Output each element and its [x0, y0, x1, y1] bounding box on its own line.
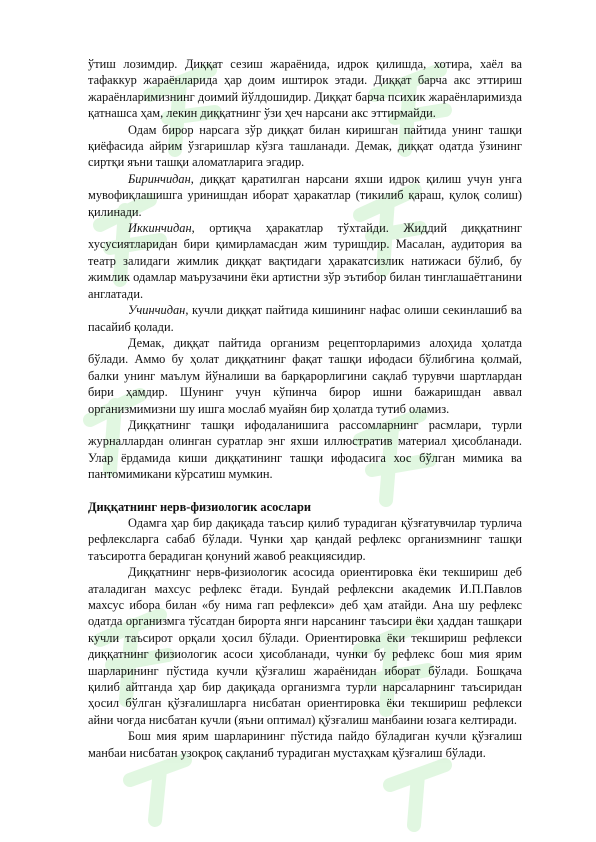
paragraph — [88, 171, 522, 220]
paragraph — [88, 417, 522, 483]
paragraph-text: Одам бирор нарсага зўр диққат билан киришган пайтида унинг ташқи қиёфасида айрим ўзгаришлар кўзга ташланади. Демак, диққат одатда ўзининг сиртқи яъни ташқи аломатларига эгадир. — [88, 122, 522, 170]
paragraph-lead: Учинчидан — [128, 303, 186, 318]
watermark-mark-10 — [390, 765, 445, 825]
document-body — [88, 56, 522, 761]
paragraph-lead: Биринчидан — [128, 171, 191, 186]
paragraph — [88, 335, 522, 417]
paragraph-text: , диққат қаратилган нарсани яхши идрок қилиш учун унга мувофиқлашишга уринишдан иборат ҳаракатлар (тикилиб қараш, қулоқ солиш) қилинади. — [88, 171, 522, 219]
watermark-mark-9 — [130, 760, 185, 820]
paragraph — [88, 56, 522, 122]
paragraph — [88, 728, 522, 761]
paragraph-text: Одамга ҳар бир дақиқада таъсир қилиб турадиган қўзғатувчилар турлича рефлексларга сабаб бўлади. Чунки ҳар қандай рефлекс организмнинг ташқи таъсиротга берадиган қонуний жавоб реакциясидир. — [88, 515, 522, 563]
paragraph-text: , кучли диққат пайтида кишининг нафас олиши секинлашиб ва пасайиб қолади. — [88, 303, 522, 334]
paragraph-text: , ортиқча ҳаракатлар тўхтайди. Жиддий диққатнинг хусусиятларидан бири қимирламасдан жим туришдир. Масалан, аудитория ва театр залидаги жимлик диққат вақтидаги ҳаракатсизлик натижаси бўлиб, бу жимлик одамлар маърузачини ёки артистни зўр эътибор билан тинглашаётганини англатади. — [88, 221, 522, 301]
section-heading: Диққатнинг нерв-физиологик асослари — [88, 499, 311, 514]
paragraph — [88, 515, 522, 564]
paragraph-text: Бош мия ярим шарларининг пўстида пайдо бўладиган кучли қўзғалиш манбаи нисбатан узоқроқ сақланиб турадиган мустаҳкам қўзғалиш бўлади. — [88, 729, 522, 760]
paragraph — [88, 220, 522, 302]
paragraph-text: Демак, диққат пайтида организм рецепторларимиз алоҳида ҳолатда бўлади. Аммо бу ҳолат диққатнинг фақат ташқи ифодаси бўлибгина қолмай, балки унинг маълум йўналиши ва барқарорлигини сақлаб турувчи шартлардан бири ҳамдир. Шунинг учун кўпинча бирор ишни бажаришдан аввал организмимизни шу ишга мослаб муайян бир ҳолатда тутиб оламиз. — [88, 335, 522, 416]
paragraph-lead: Иккинчидан — [128, 221, 192, 236]
paragraph-text: Диққатнинг нерв-физиологик асосида ориентировка ёки текшириш деб аталадиган махсус рефлекс ётади. Бундай рефлексни академик И.П.Павлов махсус ибора билан «бу нима гап рефлекси» деб ҳам атайди. Ана шу рефлекс одатда организмга тўсатдан бирорта янги нарсанинг таъсири ёки ҳаддан ташқари кучли таъсирот орқали ҳосил бўлади. Ориентировка ёки текшириш рефлекси диққатнинг физиологик асоси ҳисобланади, чунки бу рефлекс бош мия ярим шарларининг пўстида кучли қўзғалиш жараёнидан иборат бўлади. Бошқача қилиб айтганда ҳар бир дақиқада организмга турли нарсаларнинг таъсиридан ҳосил бўлган қўзғалишларга нисбатан ориентировка ёки текшириш рефлекси айни чоғда нисбатан кучли (яъни оптимал) қўзғалиш манбаини юзага келтиради. — [88, 565, 522, 727]
paragraph-text: Диққатнинг ташқи ифодаланишига рассомларнинг расмлари, турли журналлардан олинган суратлар энг яхши иллюстратив материал ҳисобланади. Улар ёрдамида киши диққатининг ташқи ифодасига хос бўлган мимика ва пантомимикани кўрсатиш мумкин. — [88, 417, 522, 482]
paragraph — [88, 122, 522, 171]
paragraph-text: ўтиш лозимдир. Диққат сезиш жараёнида, идрок қилишда, хотира, хаёл ва тафаккур жараёнларида ҳар доим иштирок этади. Диққат барча акс эттириш жараёнларимизнинг доимий йўлдошидир. Диққат барча психик жараёнларимизда қатнашса ҳам, лекин диққатнинг ўзи ҳеч нарсани акс эттирмайди. — [88, 57, 522, 121]
paragraph — [88, 564, 522, 728]
paragraph — [88, 302, 522, 335]
